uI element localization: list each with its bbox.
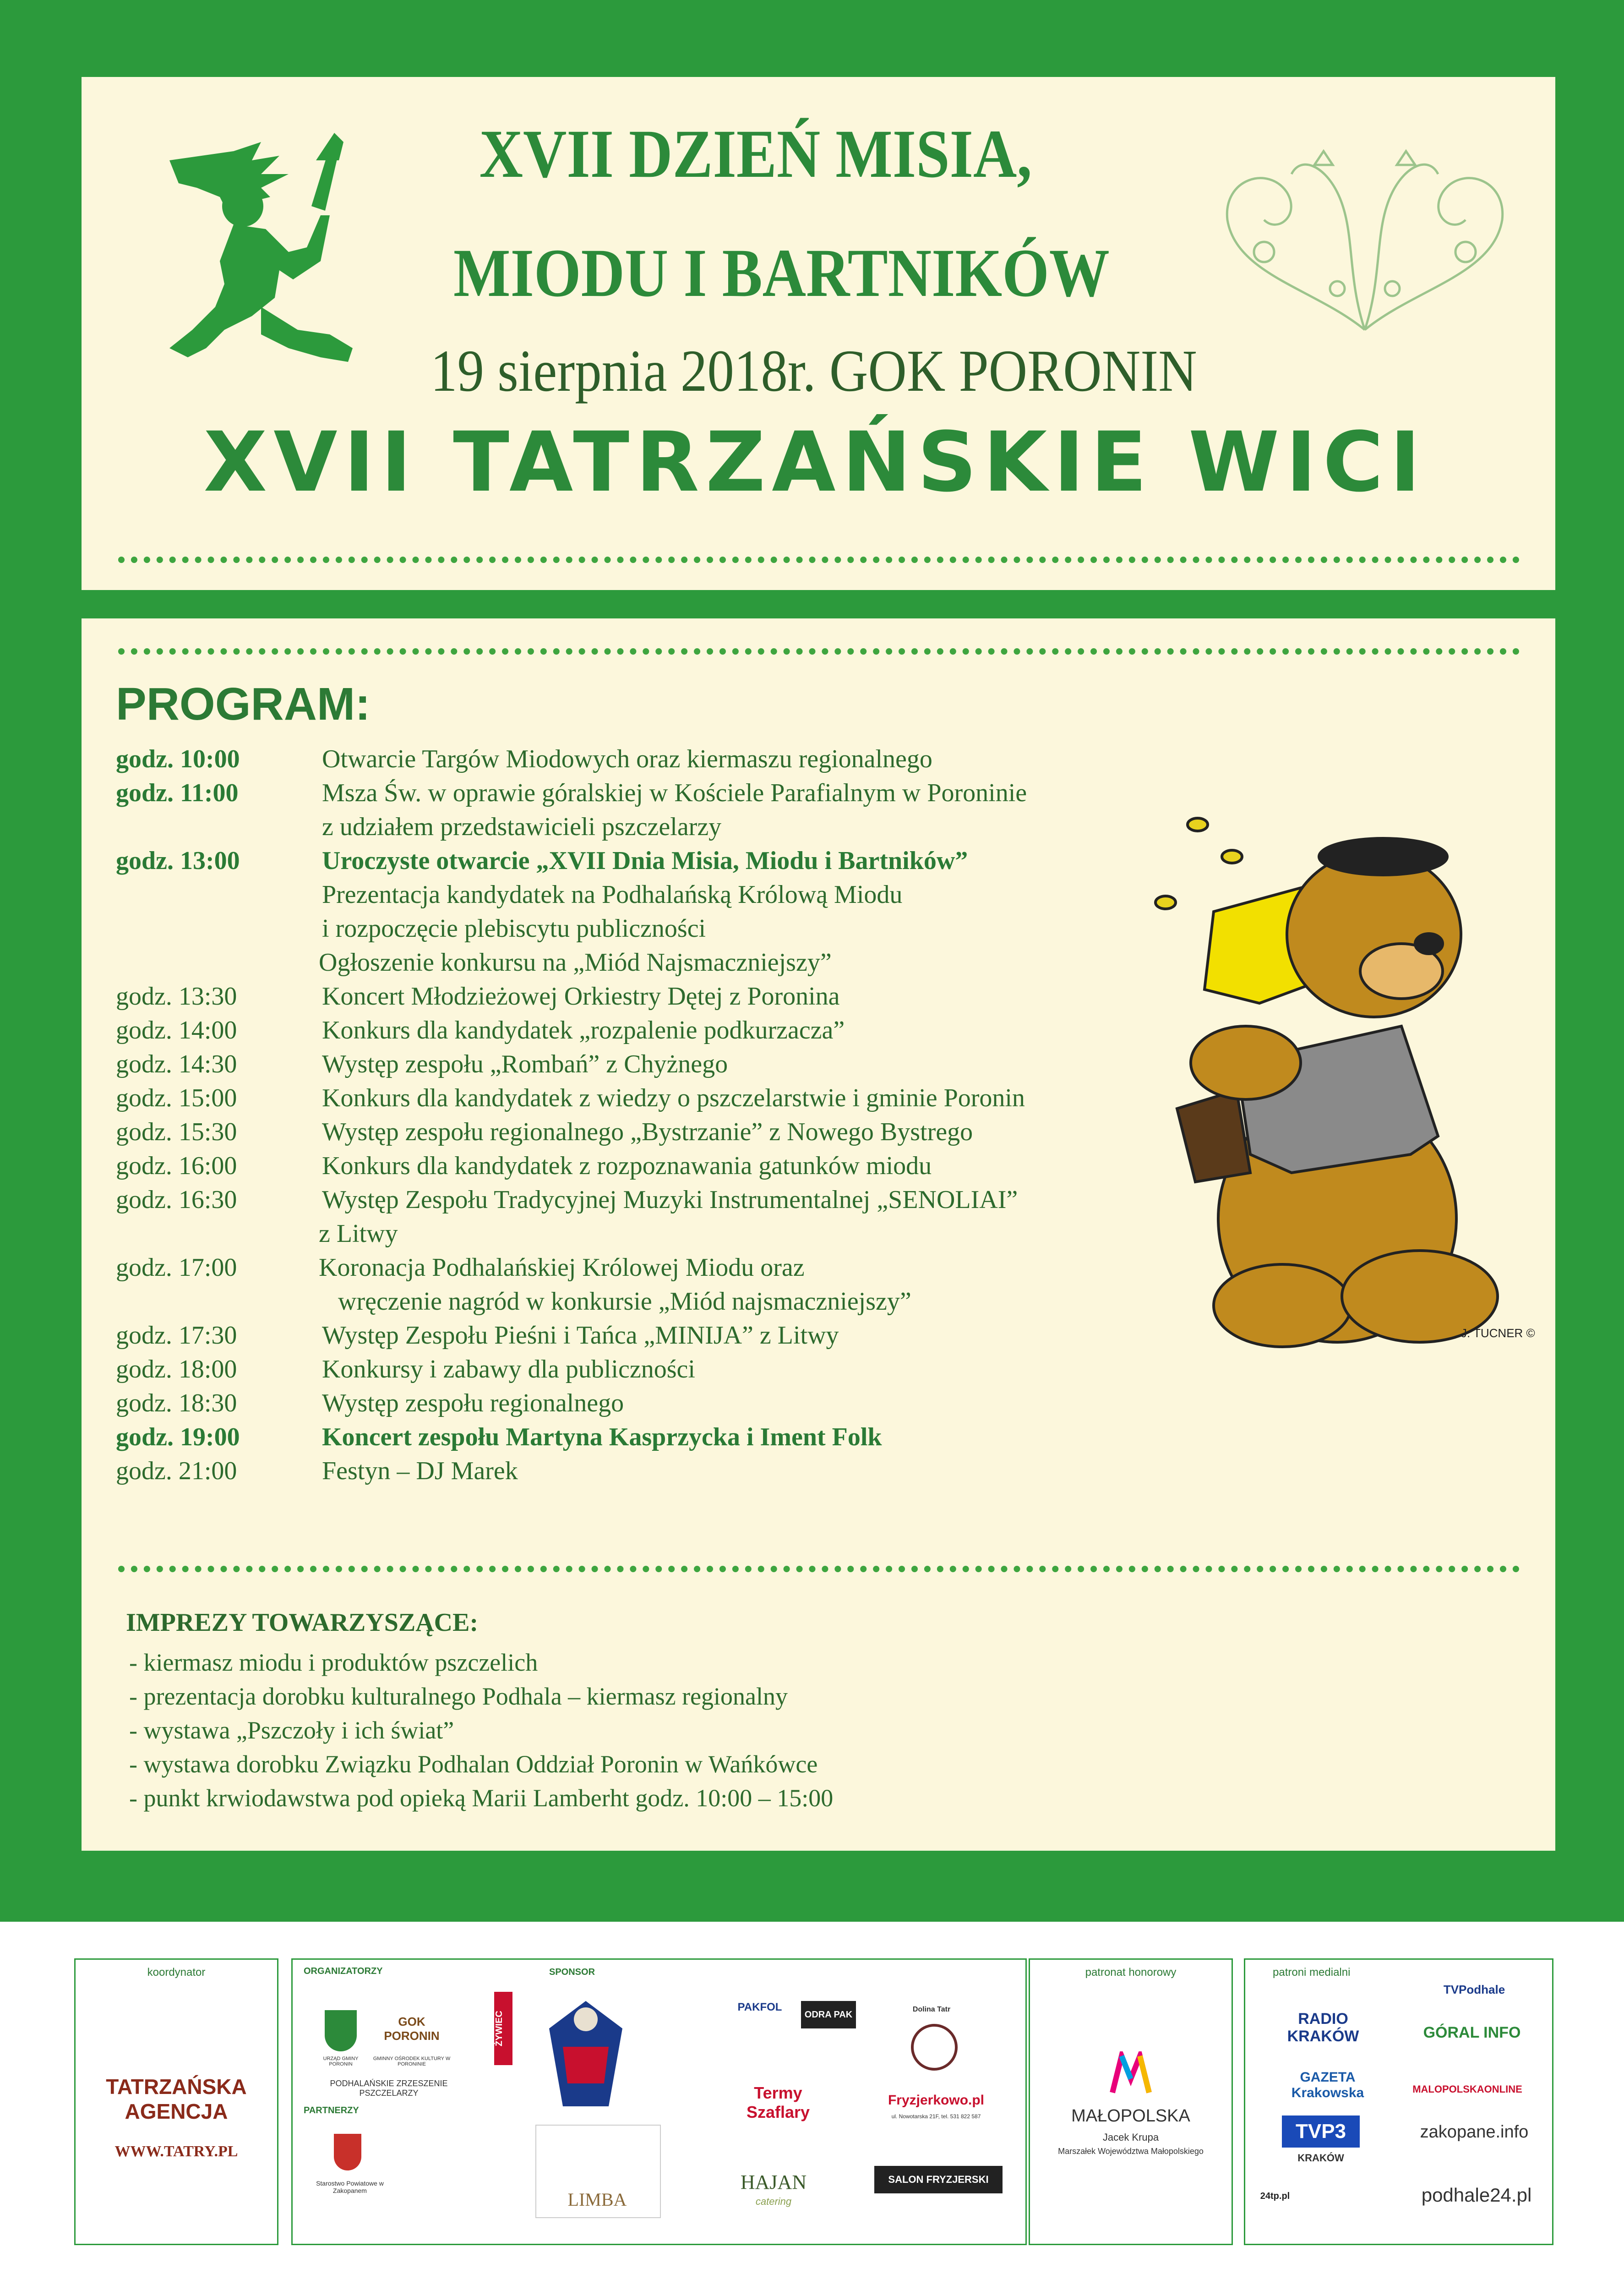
- program-bottom-divider: [118, 1566, 1520, 1572]
- urzad-gminy-text: URZĄD GMINY PORONIN: [323, 2056, 359, 2067]
- runner-figure-icon: [114, 133, 389, 399]
- bear-signature: J. TUCNER ©: [1461, 1326, 1535, 1340]
- title-line-1: XVII DZIEŃ MISIA,: [479, 116, 1032, 192]
- sponsor-box-koordynator: [74, 1958, 278, 2245]
- tatrzanska-agencja-logo: TATRZAŃSKA AGENCJA: [106, 2075, 247, 2123]
- odrapak-logo: ODRA PAK: [801, 2001, 856, 2028]
- zakopane-info-logo: zakopane.info: [1420, 2122, 1529, 2142]
- starostwo-text: Starostwo Powiatowe w Zakopanem: [316, 2180, 384, 2194]
- title-line-2: MIODU I BARTNIKÓW: [453, 235, 1110, 311]
- main-title: XVII TATRZAŃSKIE WICI: [203, 415, 1427, 510]
- tatry-url: WWW.TATRY.PL: [114, 2143, 238, 2160]
- extras-item: - wystawa „Pszczoły i ich świat”: [129, 1716, 454, 1744]
- malopolska-logo-icon: [1108, 2051, 1154, 2097]
- urzad-gminy-crest-icon: [325, 2010, 357, 2051]
- gok-poronin-logo: GOK PORONIN: [384, 2015, 440, 2043]
- extras-item: - kiermasz miodu i produktów pszczelich: [129, 1649, 538, 1676]
- limba-logo: LIMBA: [567, 2189, 627, 2210]
- zywiec-logo: ŻYWIEC: [494, 1992, 512, 2065]
- sponsor-box-patronat: [1029, 1958, 1233, 2245]
- patronat-label: patronat honorowy: [1085, 1966, 1177, 1979]
- dolina-tatr-emblem-icon: [911, 2024, 958, 2071]
- malopolska-logo-text: MAŁOPOLSKA: [1071, 2106, 1190, 2126]
- sponsor-box-patroni: [1244, 1958, 1553, 2245]
- patroni-label: patroni medialni: [1273, 1966, 1351, 1979]
- pakfol-logo: PAKFOL: [737, 2001, 782, 2013]
- program-top-divider: [118, 648, 1520, 655]
- malopolska-online-logo: MALOPOLSKAONLINE: [1412, 2083, 1522, 2095]
- organizatorzy-label: ORGANIZATORZY: [304, 1966, 383, 1976]
- bear-illustration-icon: [1145, 806, 1557, 1365]
- t24-logo: 24tp.pl: [1260, 2191, 1290, 2201]
- extras-item: - punkt krwiodawstwa pod opieką Marii Lamberht godz. 10:00 – 15:00: [129, 1784, 834, 1812]
- event-date: 19 sierpnia 2018r. GOK PORONIN: [431, 338, 1197, 404]
- extras-item: - prezentacja dorobku kulturalnego Podhala – kiermasz regionalny: [129, 1683, 788, 1710]
- salon-fryzjerski-logo: SALON FRYZJERSKI: [874, 2166, 1003, 2193]
- podhale24-logo: podhale24.pl: [1421, 2184, 1532, 2206]
- goral-info-logo: GÓRAL INFO: [1423, 2024, 1521, 2041]
- tvp3-sub: KRAKÓW: [1297, 2152, 1344, 2164]
- program-heading: PROGRAM:: [116, 678, 371, 730]
- pszczelarze-text: PODHALAŃSKIE ZRZESZENIE PSZCZELARZY: [330, 2079, 448, 2098]
- starostwo-crest-icon: [334, 2134, 361, 2170]
- termy-logo: Termy Szaflary: [746, 2083, 810, 2121]
- header-dotted-divider: [118, 557, 1520, 563]
- gok-text: GMINNY OŚRODEK KULTURY W PORONINIE: [373, 2056, 451, 2067]
- fryzjerkowo-logo: Fryzjerkowo.pl: [888, 2093, 985, 2108]
- koordynator-label: koordynator: [147, 1966, 206, 1979]
- dancers-logo-icon: [531, 1992, 641, 2120]
- patronat-role: Marszałek Województwa Małopolskiego: [1058, 2147, 1204, 2156]
- hajan-logo: HAJAN: [740, 2171, 807, 2193]
- tvp3-logo: TVP3: [1282, 2115, 1360, 2148]
- partnerzy-label: PARTNERZY: [304, 2105, 359, 2115]
- patronat-name: Jacek Krupa: [1102, 2132, 1159, 2143]
- gazeta-krakowska-logo: GAZETA Krakowska: [1291, 2070, 1364, 2100]
- dolina-tatr-text: Dolina Tatr: [912, 2006, 951, 2013]
- sponsor-box-organizatorzy: [291, 1958, 1027, 2245]
- radio-krakow-logo: RADIO KRAKÓW: [1287, 2010, 1359, 2045]
- fryzjerkowo-address: ul. Nowotarska 21F, tel. 531 822 587: [891, 2113, 981, 2120]
- extras-item: - wystawa dorobku Związku Podhalan Oddział Poronin w Wańkówce: [129, 1750, 818, 1778]
- hajan-sub: catering: [755, 2196, 792, 2207]
- sponsor-label: SPONSOR: [549, 1967, 595, 1977]
- floral-ornament-icon: [1200, 137, 1530, 348]
- tvpodhale-logo: TVPodhale: [1443, 1983, 1505, 1996]
- extras-title: IMPREZY TOWARZYSZĄCE:: [126, 1608, 479, 1637]
